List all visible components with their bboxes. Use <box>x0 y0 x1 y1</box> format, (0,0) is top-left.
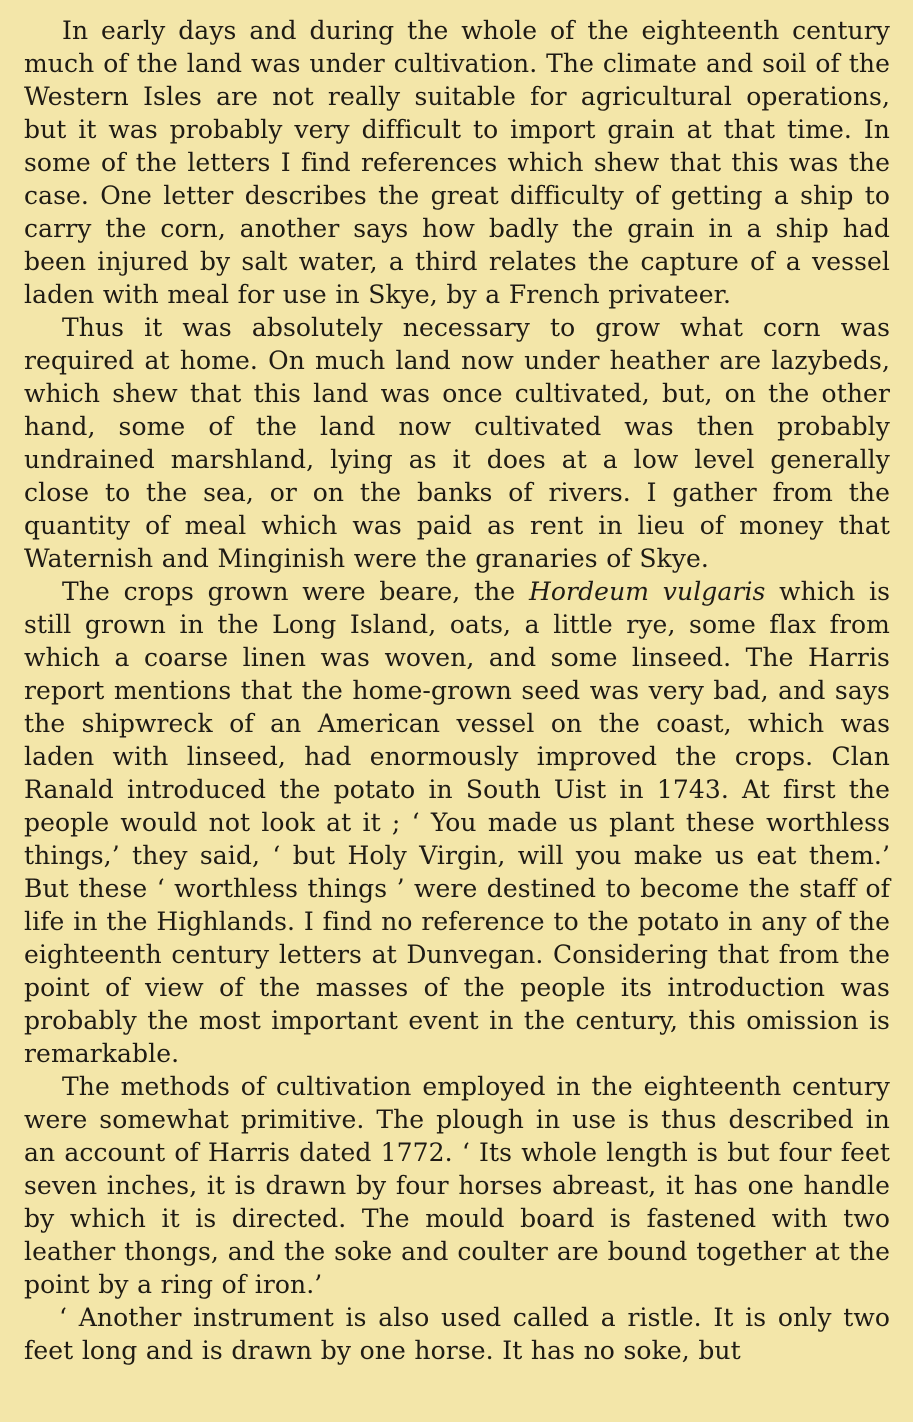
paragraph-crops <box>24 575 890 1070</box>
paragraph-cultivation: In early days and during the whole of the eighteenth century much of the land was under cultivation. The climate and soil of the Western Isles are not really suitable for agricultural operations, but it was probably very difficult to import grain at that time. In some of the letters I find references which shew that this was the case. One letter describes the great difficulty of getting a ship to carry the corn, another says how badly the grain in a ship had been injured by salt water, a third relates the capture of a vessel laden with meal for use in Skye, by a French privateer. <box>24 16 890 309</box>
paragraph-ristle: ‘ Another instrument is also used called a ristle. It is only two feet long and is drawn by one horse. It has no soke, but <box>24 1303 890 1365</box>
crops-text-after: which is still grown in the Long Island, oats, a little rye, some flax from which a coarse linen was woven, and some linseed. The Harris report mentions that the home-grown seed was very bad, and says the shipwreck of an American vessel on the coast, which was laden with linseed, had enormously improved the crops. Clan Ranald introduced the potato in South Uist in 1743. At first the people would not look at it ; ‘ You made us plant these worthless things,’ they said, ‘ but Holy Virgin, will you make us eat them.’ But these ‘ worthless things ’ were destined to become the staff of life in the Highlands. I find no reference to the potato in any of the eighteenth century letters at Dunvegan. Considering that from the point of view of the masses of the people its introduction was probably the most important event in the century, this omission is remarkable. <box>24 577 890 1068</box>
botanical-name: Hordeum vulgaris <box>528 577 766 606</box>
paragraph-plough: The methods of cultivation employed in the eighteenth century were somewhat primitive. The plough in use is thus described in an account of Harris dated 1772. ‘ Its whole length is but four feet seven inches, it is drawn by four horses abreast, it has one handle by which it is directed. The mould board is fastened with two leather thongs, and the soke and coulter are bound together at the point by a ring of iron.’ <box>24 1072 890 1299</box>
paragraph-corn-at-home: Thus it was absolutely necessary to grow what corn was required at home. On much land now under heather are lazybeds, which shew that this land was once cultivated, but, on the other hand, some of the land now cultivated was then probably undrained marshland, lying as it does at a low level generally close to the sea, or on the banks of rivers. I gather from the quantity of meal which was paid as rent in lieu of money that Waternish and Minginish were the granaries of Skye. <box>24 313 890 573</box>
body-text <box>24 14 890 1367</box>
crops-text-before: The crops grown were beare, the <box>62 577 529 606</box>
